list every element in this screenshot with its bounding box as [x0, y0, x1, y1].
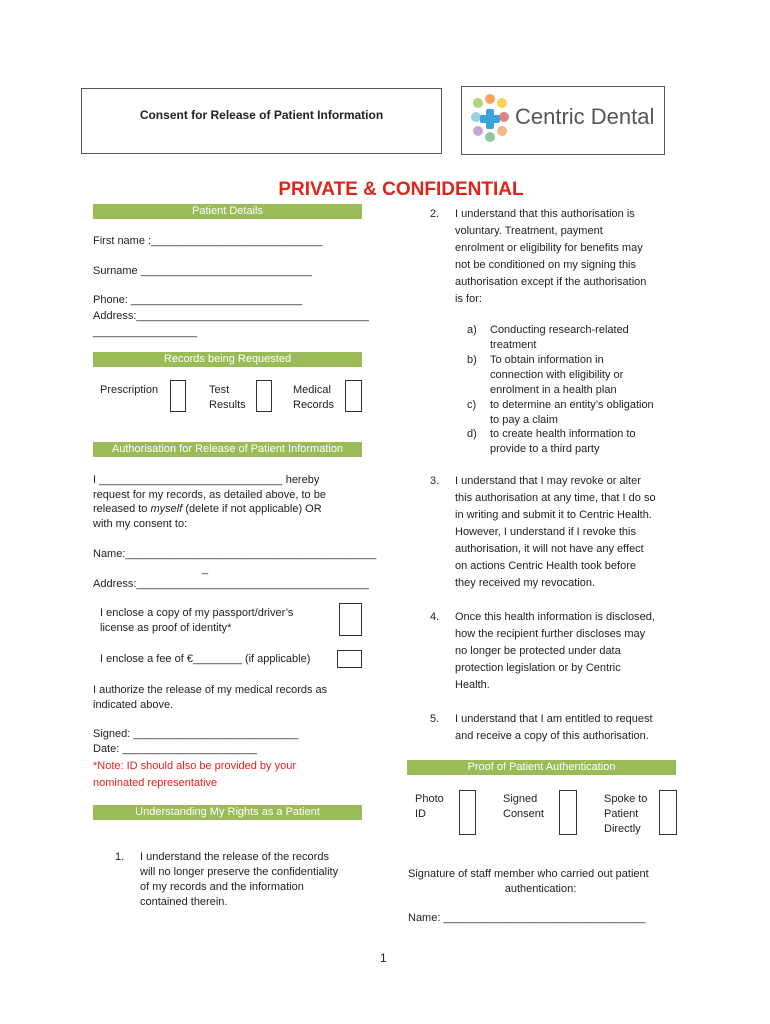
- authorize-text-2: indicated above.: [93, 699, 174, 711]
- item-2-line: authorisation except if the authorisation: [455, 276, 647, 288]
- item-2-line: is for:: [455, 293, 482, 305]
- item-4-number: 4.: [430, 611, 440, 623]
- records-heading: Records being Requested: [93, 352, 362, 367]
- authorize-text-1: I authorize the release of my medical records as: [93, 684, 328, 696]
- sub-item-line: To obtain information in: [490, 354, 604, 366]
- item-4-line: no longer be protected under data: [455, 645, 621, 657]
- first-name-field[interactable]: First name :____________________________: [93, 235, 323, 247]
- directly-label: Directly: [604, 823, 641, 835]
- item-4-line: Health.: [455, 679, 490, 691]
- item-5-line: I understand that I am entitled to request: [455, 713, 653, 725]
- photo-label: Photo: [415, 793, 444, 805]
- spoke-directly-checkbox[interactable]: [659, 790, 677, 835]
- item-3-line: authorisation, it will not have any effect: [455, 543, 644, 555]
- sub-item-line: enrolment in a health plan: [490, 384, 617, 396]
- sub-item-line: provide to a third party: [490, 443, 600, 455]
- sub-item-line: to determine an entity’s obligation: [490, 399, 654, 411]
- medical-label: Medical: [293, 384, 331, 396]
- item-3-line: they received my revocation.: [455, 577, 596, 589]
- rights-heading: Understanding My Rights as a Patient: [93, 805, 362, 820]
- prescription-checkbox[interactable]: [170, 380, 186, 412]
- consent-name-field[interactable]: Name:_________________________________________: [93, 548, 377, 560]
- staff-name-field[interactable]: Name: _________________________________: [408, 912, 646, 924]
- patient-details-heading: Patient Details: [93, 204, 362, 219]
- consent-label: Consent: [503, 808, 544, 820]
- logo-text: Centric Dental: [515, 104, 655, 129]
- logo-mark-icon: [468, 91, 514, 147]
- sub-item-letter: b): [467, 354, 477, 366]
- sub-item-line: treatment: [490, 339, 537, 351]
- confidential-banner: PRIVATE & CONFIDENTIAL: [278, 179, 524, 200]
- item-3-line: this authorisation at any time, that I do so: [455, 492, 656, 504]
- id-note-1: *Note: ID should also be provided by your: [93, 760, 297, 772]
- medical-records-checkbox[interactable]: [345, 380, 362, 412]
- id-label: ID: [415, 808, 426, 820]
- staff-signature-label-2: authentication:: [504, 883, 577, 895]
- sub-item-letter: c): [467, 399, 477, 411]
- prescription-label: Prescription: [100, 384, 159, 396]
- patient-label: Patient: [604, 808, 639, 820]
- item-4-line: how the recipient further discloses may: [455, 628, 646, 640]
- sub-item-line: to pay a claim: [490, 414, 558, 426]
- proof-heading: Proof of Patient Authentication: [407, 760, 676, 775]
- date-field[interactable]: Date: ______________________: [93, 743, 257, 755]
- results-label: Results: [209, 399, 246, 411]
- sub-item-line: to create health information to: [490, 428, 636, 440]
- item-2-line: not be conditioned on my signing this: [455, 259, 637, 271]
- auth-line-3: released to myself (delete if not applicable) OR: [93, 503, 322, 515]
- form-title: Consent for Release of Patient Information: [139, 108, 384, 122]
- enclose-id-label-2: license as proof of identity*: [100, 622, 232, 634]
- item-2-line: voluntary. Treatment, payment: [455, 225, 603, 237]
- spoke-label: Spoke to: [604, 793, 648, 805]
- item-5-line: and receive a copy of this authorisation.: [455, 730, 649, 742]
- address-field[interactable]: Address:______________________________________: [93, 310, 369, 322]
- item-4-line: protection legislation or by Centric: [455, 662, 621, 674]
- auth-line-4: with my consent to:: [93, 518, 188, 530]
- consent-name-cont: _: [202, 563, 209, 575]
- rights-item-1-line: I understand the release of the records: [140, 851, 329, 863]
- signed-consent-checkbox[interactable]: [559, 790, 577, 835]
- phone-field[interactable]: Phone: ____________________________: [93, 294, 303, 306]
- page-number: 1: [380, 951, 387, 965]
- item-3-line: However, I understand if I revoke this: [455, 526, 636, 538]
- auth-line-2: request for my records, as detailed above, to be: [93, 489, 326, 501]
- item-2-line: I understand that this authorisation is: [455, 208, 635, 220]
- auth-line-1[interactable]: I ______________________________ hereby: [93, 474, 320, 486]
- surname-field[interactable]: Surname ____________________________: [93, 265, 312, 277]
- consent-address-field[interactable]: Address:______________________________________: [93, 578, 369, 590]
- rights-item-1-line: contained therein.: [140, 896, 228, 908]
- sub-item-letter: d): [467, 428, 477, 440]
- rights-item-1-line: of my records and the information: [140, 881, 304, 893]
- signed-field[interactable]: Signed: ___________________________: [93, 728, 299, 740]
- rights-item-1-number: 1.: [115, 851, 125, 863]
- photo-id-checkbox[interactable]: [459, 790, 476, 835]
- item-4-line: Once this health information is disclosed,: [455, 611, 655, 623]
- item-3-line: on actions Centric Health took before: [455, 560, 636, 572]
- signed-label: Signed: [503, 793, 538, 805]
- item-5-number: 5.: [430, 713, 440, 725]
- records-label: Records: [293, 399, 334, 411]
- test-results-checkbox[interactable]: [256, 380, 272, 412]
- staff-signature-label-1: Signature of staff member who carried out patient: [408, 868, 649, 880]
- sub-item-line: Conducting research-related: [490, 324, 629, 336]
- item-3-line: I understand that I may revoke or alter: [455, 475, 641, 487]
- enclose-id-checkbox[interactable]: [339, 603, 362, 636]
- item-3-number: 3.: [430, 475, 440, 487]
- sub-item-line: connection with eligibility or: [490, 369, 624, 381]
- test-label: Test: [209, 384, 230, 396]
- item-2-line: enrolment or eligibility for benefits may: [455, 242, 643, 254]
- authorisation-heading: Authorisation for Release of Patient Information: [93, 442, 362, 457]
- enclose-id-label-1: I enclose a copy of my passport/driver’s: [100, 607, 294, 619]
- address-field-cont: _________________: [93, 326, 198, 338]
- item-3-line: in writing and submit it to Centric Health.: [455, 509, 652, 521]
- enclose-fee-checkbox[interactable]: [337, 650, 362, 668]
- rights-item-1-line: will no longer preserve the confidentiality: [140, 866, 339, 878]
- item-2-number: 2.: [430, 208, 440, 220]
- id-note-2: nominated representative: [93, 777, 218, 789]
- enclose-fee-label[interactable]: I enclose a fee of €________ (if applicable): [100, 653, 311, 665]
- sub-item-letter: a): [467, 324, 477, 336]
